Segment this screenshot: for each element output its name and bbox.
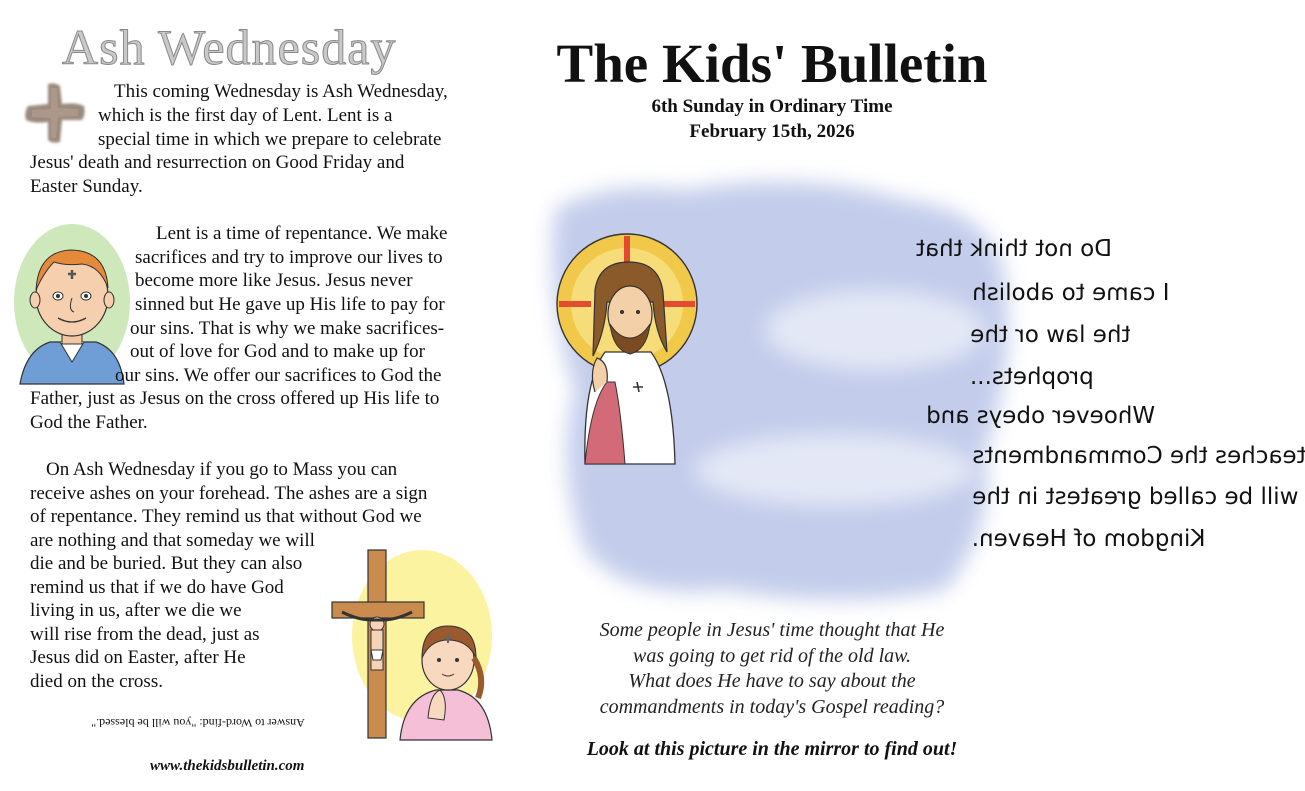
mirrored-verse-line-3: the law or the	[970, 322, 1131, 348]
paragraph-ashes-line-2: receive ashes on your forehead. The ashes are a sign	[30, 483, 428, 504]
mirrored-verse-line-4: prophets...	[970, 364, 1094, 390]
question-line-4: commandments in today's Gospel reading?	[599, 695, 945, 718]
mirrored-verse-line-7: will be called greatest in the	[972, 484, 1299, 510]
paragraph-lent-line-8: Father, just as Jesus on the cross offered up His life to	[30, 388, 440, 409]
bulletin-title: The Kids' Bulletin	[556, 33, 988, 94]
paragraph-intro-line-2: which is the first day of Lent. Lent is a	[98, 105, 393, 126]
question-line-1: Some people in Jesus' time thought that He	[599, 619, 945, 641]
mirror-instruction: Look at this picture in the mirror to find out!	[586, 738, 958, 760]
bulletin-date: February 15th, 2026	[689, 121, 855, 142]
paragraph-intro-line-1: This coming Wednesday is Ash Wednesday,	[114, 81, 448, 102]
jesus-sacred-heart-illustration	[555, 232, 705, 464]
word-find-answer: Answer to Word-find: "you will be blessed."	[91, 716, 305, 730]
paragraph-lent-line-2: sacrifices and try to improve our lives to	[135, 247, 443, 268]
girl-praying-crucifix-illustration	[318, 548, 494, 740]
paragraph-intro-line-5: Easter Sunday.	[30, 176, 143, 197]
paragraph-ashes-line-5: die and be buried. But they can also	[30, 553, 303, 574]
paragraph-lent-line-5: our sins. That is why we make sacrifices-	[130, 318, 445, 339]
paragraph-lent-line-6: out of love for God and to make up for	[130, 341, 425, 362]
paragraph-intro-line-3: special time in which we prepare to celebrate	[98, 129, 442, 150]
paragraph-ashes-line-3: of repentance. They remind us that without God we	[30, 506, 422, 527]
paragraph-ashes-line-10: died on the cross.	[30, 671, 163, 692]
ash-cross-illustration	[22, 80, 88, 146]
mirrored-verse-line-5: Whoever obeys and	[926, 403, 1156, 429]
gospel-question	[520, 618, 1024, 720]
question-line-3: What does He have to say about the	[628, 670, 916, 692]
paragraph-ashes-line-1: On Ash Wednesday if you go to Mass you can	[46, 459, 398, 480]
paragraph-lent-line-9: God the Father.	[30, 412, 148, 433]
liturgical-sunday: 6th Sunday in Ordinary Time	[651, 96, 893, 117]
paragraph-lent-line-1: Lent is a time of repentance. We make	[156, 223, 448, 244]
paragraph-lent-line-4: sinned but He gave up His life to pay for	[135, 294, 445, 315]
mirrored-verse-line-8: Kingdom of Heaven.	[972, 526, 1206, 552]
paragraph-ashes-line-8: will rise from the dead, just as	[30, 624, 260, 645]
paragraph-ashes-line-7: living in us, after we die we	[30, 600, 242, 621]
mirrored-verse-line-6: teaches the Commandments	[972, 443, 1305, 469]
mirrored-verse-line-2: I came to abolish	[972, 280, 1170, 306]
paragraph-lent-line-3: become more like Jesus. Jesus never	[135, 270, 413, 291]
mirrored-verse-line-1: Do not think that	[916, 236, 1112, 262]
paragraph-intro-line-4: Jesus' death and resurrection on Good Friday and	[30, 152, 405, 173]
ash-wednesday-title: Ash Wednesday	[62, 19, 397, 75]
website-link[interactable]: www.thekidsbulletin.com	[150, 758, 305, 774]
boy-with-ashes-illustration	[10, 222, 128, 384]
paragraph-lent-line-7: our sins. We offer our sacrifices to God the	[115, 365, 442, 386]
question-line-2: was going to get rid of the old law.	[633, 644, 911, 667]
paragraph-ashes-line-4: are nothing and that someday we will	[30, 530, 315, 551]
paragraph-ashes-line-9: Jesus did on Easter, after He	[30, 647, 246, 668]
paragraph-ashes-line-6: remind us that if we do have God	[30, 577, 284, 598]
